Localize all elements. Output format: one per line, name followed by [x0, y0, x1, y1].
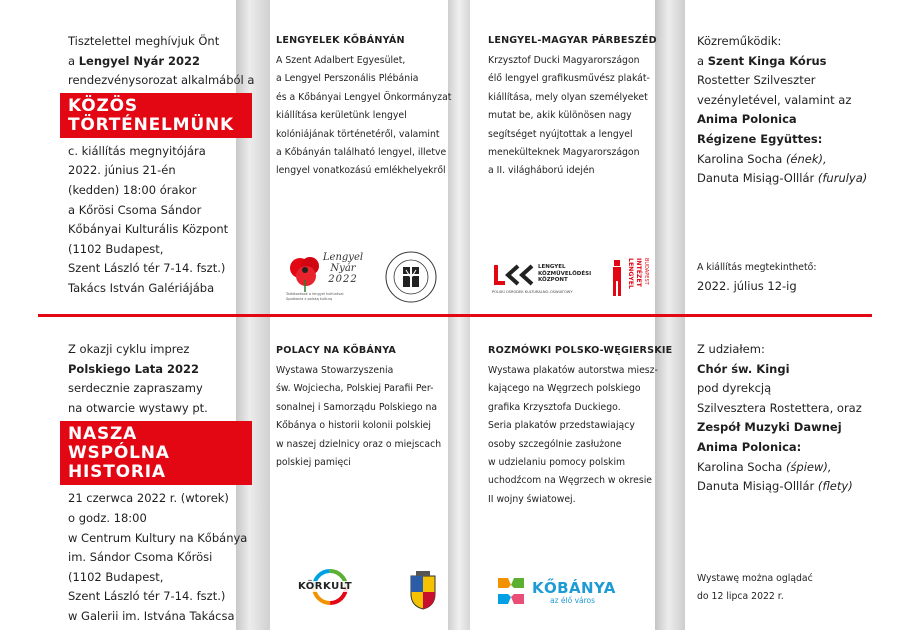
pl-detail-line: 21 czerwca 2022 r. (wtorek) — [68, 491, 229, 506]
hu-viewing-label: A kiállítás megtekinthető: — [697, 262, 817, 273]
kobanya-coat-of-arms — [408, 570, 438, 610]
hu-exhibit-2-text: mutat be, akik különösen nagy — [488, 110, 632, 122]
pl-exhibit-1-text: św. Wojciecha, Polskiej Parafii Per- — [276, 383, 434, 395]
pl-performer-line: Karolina Socha (śpiew), — [697, 459, 832, 474]
hu-detail-line: Kőbányai Kulturális Központ — [68, 222, 229, 237]
kobanya-city-logo: KŐBÁNYA az élő város — [494, 574, 614, 610]
hu-exhibit-2-text: Krzysztof Ducki Magyarországon — [488, 55, 640, 66]
hu-exhibit-2-column — [488, 34, 657, 181]
hu-exhibit-1-text: és a Kőbányai Lengyel Önkormányzat — [276, 91, 452, 103]
hu-intro-line: Tisztelettel meghívjuk Önt — [68, 34, 220, 48]
pl-choir-line: Chór św. Kingi — [697, 361, 790, 376]
lengyel-nyar-logo: Lengyel Nyár 2022 Találkozások a lengyel kultúrával Spotkania z polską kulturą — [286, 252, 364, 301]
pl-viewing-label: Wystawę można oglądać — [697, 573, 813, 584]
section-divider — [38, 314, 872, 317]
korkult-logo: KÖRKULT — [296, 568, 368, 606]
pl-exhibit-2-text: grafika Krzysztofa Duckiego. — [488, 401, 621, 413]
pl-exhibit-2-column — [488, 344, 672, 509]
hu-exhibit-2-text: kiállítása, mely olyan személyeket — [488, 91, 648, 103]
pl-conductor-line: pod dyrekcją — [697, 381, 772, 396]
hu-ensemble-line: Anima Polonica — [697, 112, 797, 127]
pl-exhibit-2-text: Seria plakatów przedstawiający — [488, 420, 635, 432]
pl-exhibit-1-column — [276, 344, 441, 472]
kobanya-cross-icon — [494, 574, 528, 608]
adalbert-society-seal — [384, 250, 438, 304]
hu-exhibit-2-text: segítséget nyújtottak a lengyel — [488, 128, 633, 140]
pl-exhibit-1-text: sonalnej i Samorządu Polskiego na — [276, 401, 438, 413]
hu-exhibit-2-text: élő lengyel grafikusművész plakát- — [488, 73, 650, 85]
hu-performers-column — [697, 32, 867, 189]
pl-invitation-column — [68, 340, 252, 627]
hu-detail-line: (1102 Budapest, — [68, 241, 164, 256]
hu-exhibit-1-text: A Szent Adalbert Egyesület, — [276, 55, 406, 66]
pl-event-line: Polskiego Lata 2022 — [68, 361, 199, 376]
intezet-figure-icon — [610, 258, 624, 298]
pl-performers-label: Z udziałem: — [697, 342, 765, 356]
hu-detail-line: c. kiállítás megnyitójára — [68, 143, 206, 158]
hu-detail-line: Takács István Galériájába — [68, 280, 215, 295]
pl-ensemble-line: Anima Polonica: — [697, 439, 802, 454]
hu-detail-line: a Kőrösi Csoma Sándor — [68, 202, 202, 217]
hu-detail-line: Szent László tér 7-14. fszt.) — [68, 261, 226, 276]
hu-detail-line: (kedden) 18:00 órakor — [68, 182, 197, 197]
hu-conductor-line: vezényletével, valamint az — [697, 92, 852, 107]
pl-exhibit-2-heading: ROZMÓWKI POLSKO-WĘGIERSKIE — [488, 345, 673, 356]
hu-exhibition-title: KÖZÖS TÖRTÉNELMÜNK — [60, 93, 252, 138]
pl-invite-line: na otwarcie wystawy pt. — [68, 400, 208, 415]
pl-invite-line: serdecznie zapraszamy — [68, 381, 203, 396]
hu-performer-line: Danuta Misiąg-Olllár (furulya) — [697, 171, 868, 186]
hu-event-line: a Lengyel Nyár 2022 — [68, 53, 201, 68]
pl-exhibit-1-text: Kőbánya o historii kolonii polskiej — [276, 420, 431, 432]
pl-detail-line: im. Sándor Csoma Kőrösi — [68, 550, 213, 565]
pl-viewing-date: do 12 lipca 2022 r. — [697, 591, 784, 603]
pl-exhibit-2-text: II wojny światowej. — [488, 493, 576, 505]
hu-detail-line: 2022. június 21-én — [68, 163, 176, 178]
hu-performers-label: Közreműködik: — [697, 34, 782, 48]
hu-exhibit-2-heading: LENGYEL-MAGYAR PÁRBESZÉD — [488, 35, 657, 46]
hu-performer-line: Karolina Socha (ének), — [697, 151, 827, 166]
pl-detail-line: w Galerii im. Istvána Takácsa — [68, 608, 235, 623]
pl-viewing-info — [697, 570, 813, 607]
pl-exhibit-2-text: osoby szczególnie zasłużone — [488, 438, 622, 450]
pl-performers-column — [697, 340, 862, 497]
hu-exhibit-1-column — [276, 34, 451, 181]
seal-emblem-icon — [384, 250, 438, 304]
hu-exhibit-2-text: a II. világháború idején — [488, 165, 595, 177]
hu-exhibit-1-text: kiállítása kerületünk lengyel — [276, 110, 407, 122]
pl-exhibit-1-heading: POLACY NA KŐBÁNYA — [276, 345, 397, 356]
hu-exhibit-2-text: menekülteknek Magyarországon — [488, 147, 640, 159]
poppy-icon — [286, 254, 326, 294]
hu-viewing-date: 2022. július 12-ig — [697, 279, 797, 294]
hu-exhibit-1-text: lengyel vonatkozású emlékhelyekről — [276, 165, 446, 177]
lengyel-intezet-logo: LENGYEL INTÉZET BUDAPEST — [610, 258, 660, 300]
hu-conductor-line: Rostetter Szilveszter — [697, 73, 816, 88]
hu-invitation-column — [68, 32, 254, 299]
coat-of-arms-icon — [408, 570, 438, 610]
hu-viewing-info — [697, 259, 817, 295]
pl-exhibit-2-text: w udzielaniu pomocy polskim — [488, 457, 626, 469]
hu-exhibit-1-text: a Lengyel Perszonális Plébánia — [276, 73, 419, 85]
hu-ensemble-line: Régizene Együttes: — [697, 131, 823, 146]
hu-exhibit-1-text: kolóniájának történetéről, valamint — [276, 128, 440, 140]
pl-ensemble-line: Zespół Muzyki Dawnej — [697, 420, 842, 435]
pl-detail-line: (1102 Budapest, — [68, 569, 164, 584]
pl-detail-line: w Centrum Kultury na Kőbánya — [68, 530, 248, 545]
lkk-logo: LENGYEL KÖZMŰVELŐDÉSI KÖZPONT POLSKI OŚRODEK KULTURALNO-OŚWIATOWY — [492, 264, 592, 294]
pl-conductor-line: Szilvesztera Rostettera, oraz — [697, 400, 862, 415]
pl-intro-line: Z okazji cyklu imprez — [68, 342, 190, 356]
pl-exhibit-2-text: uchodźcom na Węgrzech w okresie — [488, 475, 653, 487]
hu-series-line: rendezvénysorozat alkalmából a — [68, 73, 255, 88]
pl-exhibit-1-text: w naszej dzielnicy oraz o miejscach — [276, 438, 442, 450]
lkk-mark-icon — [492, 264, 536, 286]
pl-performer-line: Danuta Misiąg-Olllár (flety) — [697, 479, 853, 494]
pl-exhibit-1-text: polskiej pamięci — [276, 457, 351, 469]
hu-choir-line: a Szent Kinga Kórus — [697, 53, 827, 68]
pl-exhibit-1-text: Wystawa Stowarzyszenia — [276, 365, 394, 376]
pl-exhibit-2-text: Wystawa plakatów autorstwa miesz- — [488, 365, 658, 376]
pl-detail-line: Szent László tér 7-14. fszt.) — [68, 589, 226, 604]
hu-exhibit-1-heading: LENGYELEK KŐBÁNYÁN — [276, 35, 405, 46]
pl-exhibition-title: NASZA WSPÓLNA HISTORIA — [60, 421, 252, 485]
pl-exhibit-2-text: kającego na Węgrzech polskiego — [488, 383, 641, 395]
hu-exhibit-1-text: a Kőbányán található lengyel, illetve — [276, 147, 447, 159]
pl-detail-line: o godz. 18:00 — [68, 510, 147, 525]
